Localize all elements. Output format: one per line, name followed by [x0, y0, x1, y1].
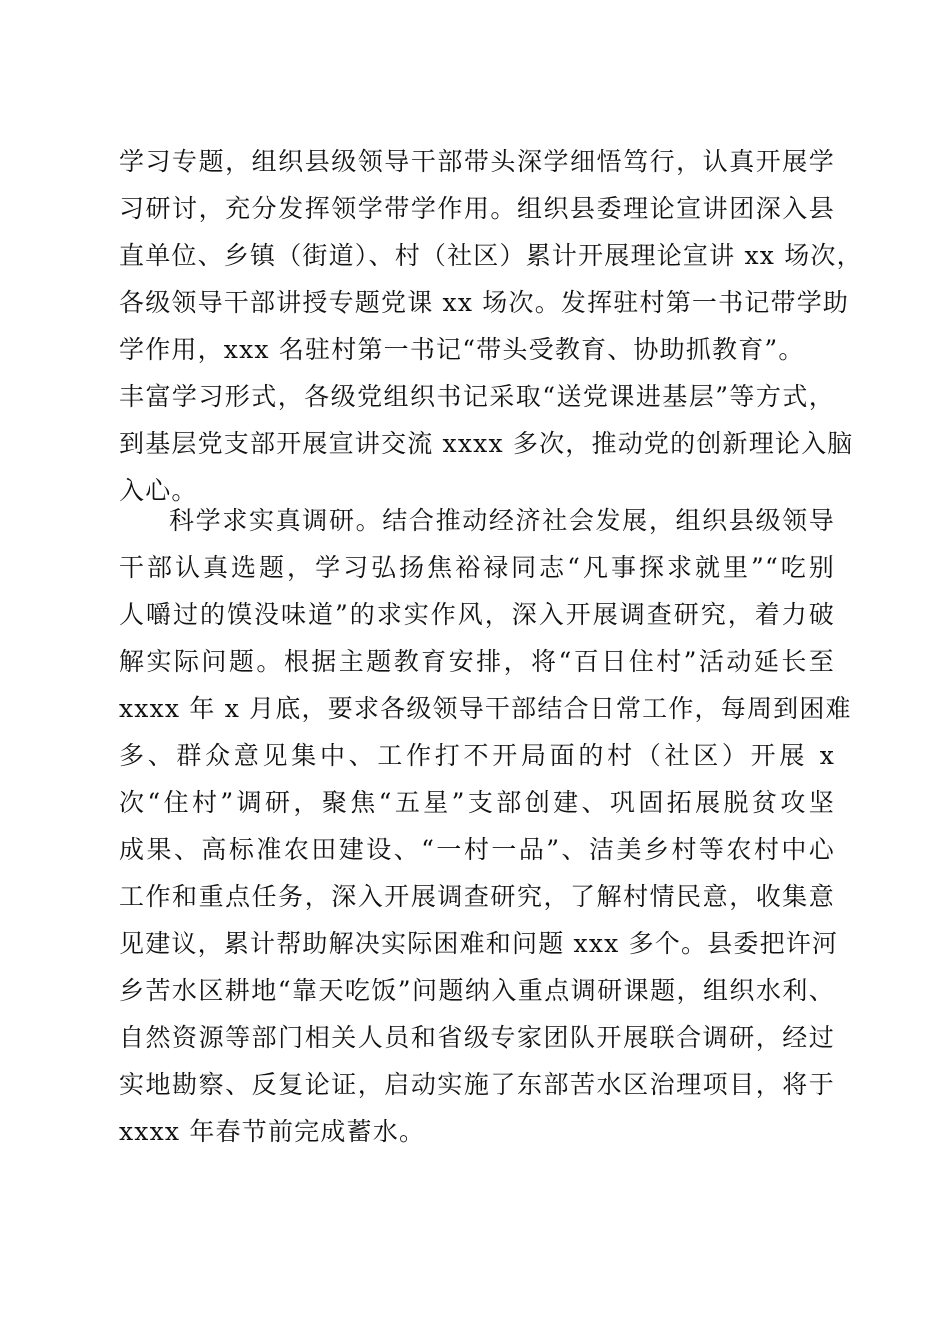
text-line: 到基层党支部开展宣讲交流 xxxx 多次，推动党的创新理论入脑	[119, 429, 854, 458]
text-line: 自然资源等部门相关人员和省级专家团队开展联合调研，经过	[119, 1023, 835, 1052]
text-line: 习研讨，充分发挥领学带学作用。组织县委理论宣讲团深入县	[119, 194, 835, 223]
text-line: 多、群众意见集中、工作打不开局面的村（社区）开展 x	[119, 741, 835, 770]
text-line: 次“住村”调研，聚焦“五星”支部创建、巩固拓展脱贫攻坚	[119, 788, 835, 817]
text-line: 科学求实真调研。结合推动经济社会发展，组织县级领导	[169, 506, 835, 535]
text-line: 学作用，xxx 名驻村第一书记“带头受教育、协助抓教育”。	[119, 335, 805, 364]
text-line: 乡苦水区耕地“靠天吃饭”问题纳入重点调研课题，组织水利、	[119, 976, 835, 1005]
text-line: 解实际问题。根据主题教育安排，将“百日住村”活动延长至	[119, 647, 835, 676]
text-line: 见建议，累计帮助解决实际困难和问题 xxx 多个。县委把许河	[119, 929, 839, 958]
text-line: 工作和重点任务，深入开展调查研究，了解村情民意，收集意	[119, 882, 835, 911]
text-line: 直单位、乡镇（街道）、村（社区）累计开展理论宣讲 xx 场次，	[119, 241, 863, 270]
text-line: 实地勘察、反复论证，启动实施了东部苦水区治理项目，将于	[119, 1070, 835, 1099]
text-line: 干部认真选题，学习弘扬焦裕禄同志“凡事探求就里”“吃别	[119, 553, 835, 582]
paragraph-study-topics	[119, 138, 863, 514]
text-line: 学习专题，组织县级领导干部带头深学细悟笃行，认真开展学	[119, 147, 835, 176]
text-line: 各级领导干部讲授专题党课 xx 场次。发挥驻村第一书记带学助	[119, 288, 850, 317]
text-line: 丰富学习形式，各级党组织书记采取“送党课进基层”等方式，	[119, 382, 835, 411]
paragraph-research	[119, 497, 852, 1155]
text-line: 成果、高标准农田建设、“一村一品”、洁美乡村等农村中心	[119, 835, 835, 864]
text-line: xxxx 年 x 月底，要求各级领导干部结合日常工作，每周到困难	[119, 694, 852, 723]
text-line: 人嚼过的馍没味道”的求实作风，深入开展调查研究，着力破	[119, 600, 835, 629]
text-line: 入心。	[119, 476, 198, 505]
text-line: xxxx 年春节前完成蓄水。	[119, 1117, 426, 1146]
